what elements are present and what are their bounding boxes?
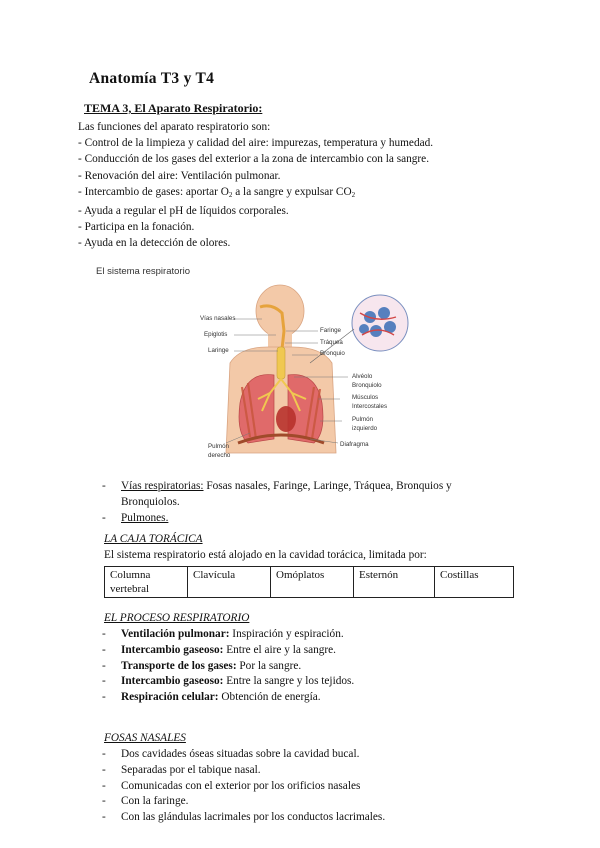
label-musculos: Músculos	[352, 394, 379, 401]
table-cell: Costillas	[435, 567, 514, 598]
list-item: - Separadas por el tabique nasal.	[102, 763, 261, 776]
label-pulmon-derecho: Pulmón	[208, 443, 229, 450]
label-intercostales: Intercostales	[352, 403, 388, 410]
list-item-vias: - Vías respiratorias: Fosas nasales, Faringe, Laringe, Tráquea, Bronquios y Bronquiolos.	[102, 480, 452, 508]
list-item: - Respiración celular: Obtención de energía.	[102, 691, 321, 704]
functions-block	[78, 119, 433, 252]
respiratory-system-figure	[190, 283, 410, 463]
list-item: - Ventilación pulmonar: Inspiración y espiración.	[102, 628, 344, 640]
proceso-heading: EL PROCESO RESPIRATORIO	[104, 612, 250, 624]
list-item: - Intercambio gaseoso: Entre el aire y la sangre.	[102, 643, 337, 656]
table-cell: Esternón	[354, 567, 435, 598]
intro-text: Las funciones del aparato respiratorio son:	[78, 121, 271, 133]
caja-heading: LA CAJA TORÁCICA	[104, 533, 203, 545]
list-item: - Comunicadas con el exterior por los orificios nasales	[102, 779, 361, 792]
document-title: Anatomía T3 y T4	[89, 70, 215, 87]
label-bronquiolo: Bronquiolo	[352, 382, 382, 389]
caja-text: El sistema respiratorio está alojado en la cavidad torácica, limitada por:	[104, 549, 427, 561]
caja-table	[104, 566, 514, 598]
label-traquea: Tráquea	[320, 339, 343, 346]
list-item: - Con la faringe.	[102, 795, 189, 808]
fosas-heading: FOSAS NASALES	[104, 732, 186, 744]
label-vias-nasales: Vías nasales	[200, 315, 236, 322]
function-item: - Control de la limpieza y calidad del aire: impurezas, temperatura y humedad.	[78, 137, 434, 150]
label-pulmon-izquierdo: Pulmón	[352, 416, 373, 423]
vias-list	[102, 479, 452, 526]
label-diafragma: Diafragma	[340, 441, 369, 448]
section-heading: TEMA 3, El Aparato Respiratorio:	[84, 101, 263, 115]
table-cell: Clavícula	[188, 567, 271, 598]
label-alveolo: Alvéolo	[352, 373, 373, 380]
label-pulmon-izquierdo-2: izquierdo	[352, 425, 378, 432]
function-item: - Renovación del aire: Ventilación pulmonar.	[78, 169, 281, 182]
label-bronquio: Bronquio	[320, 350, 345, 357]
function-item: - Conducción de los gases del exterior a la zona de intercambio con la sangre.	[78, 153, 430, 166]
function-item: - Ayuda a regular el pH de líquidos corporales.	[78, 205, 289, 218]
list-item: - Dos cavidades óseas situadas sobre la cavidad bucal.	[102, 748, 360, 760]
list-item: - Con las glándulas lacrimales por los conductos lacrimales.	[102, 811, 386, 824]
function-item: - Ayuda en la detección de olores.	[78, 237, 231, 250]
function-item: - Participa en la fonación.	[78, 221, 195, 234]
table-cell: Columna vertebral	[105, 567, 188, 598]
label-laringe: Laringe	[208, 347, 229, 354]
table-row	[105, 567, 514, 598]
list-item: - Intercambio gaseoso: Entre la sangre y los tejidos.	[102, 675, 355, 688]
figure-title: El sistema respiratorio	[96, 266, 190, 277]
function-item-gas-exchange: - Intercambio de gases: aportar $O_2$ a la sangre y expulsar $CO_2$	[78, 185, 356, 199]
label-faringe: Faringe	[320, 327, 341, 334]
fosas-list	[102, 747, 385, 826]
table-cell: Omóplatos	[271, 567, 354, 598]
label-epiglotis: Epiglotis	[204, 331, 228, 338]
list-item-pulmones: - Pulmones.	[102, 511, 169, 524]
list-item: - Transporte de los gases: Por la sangre.	[102, 659, 302, 672]
respiratory-system-illustration	[190, 283, 410, 463]
label-pulmon-derecho-2: derecho	[208, 452, 231, 459]
proceso-list	[102, 627, 354, 706]
